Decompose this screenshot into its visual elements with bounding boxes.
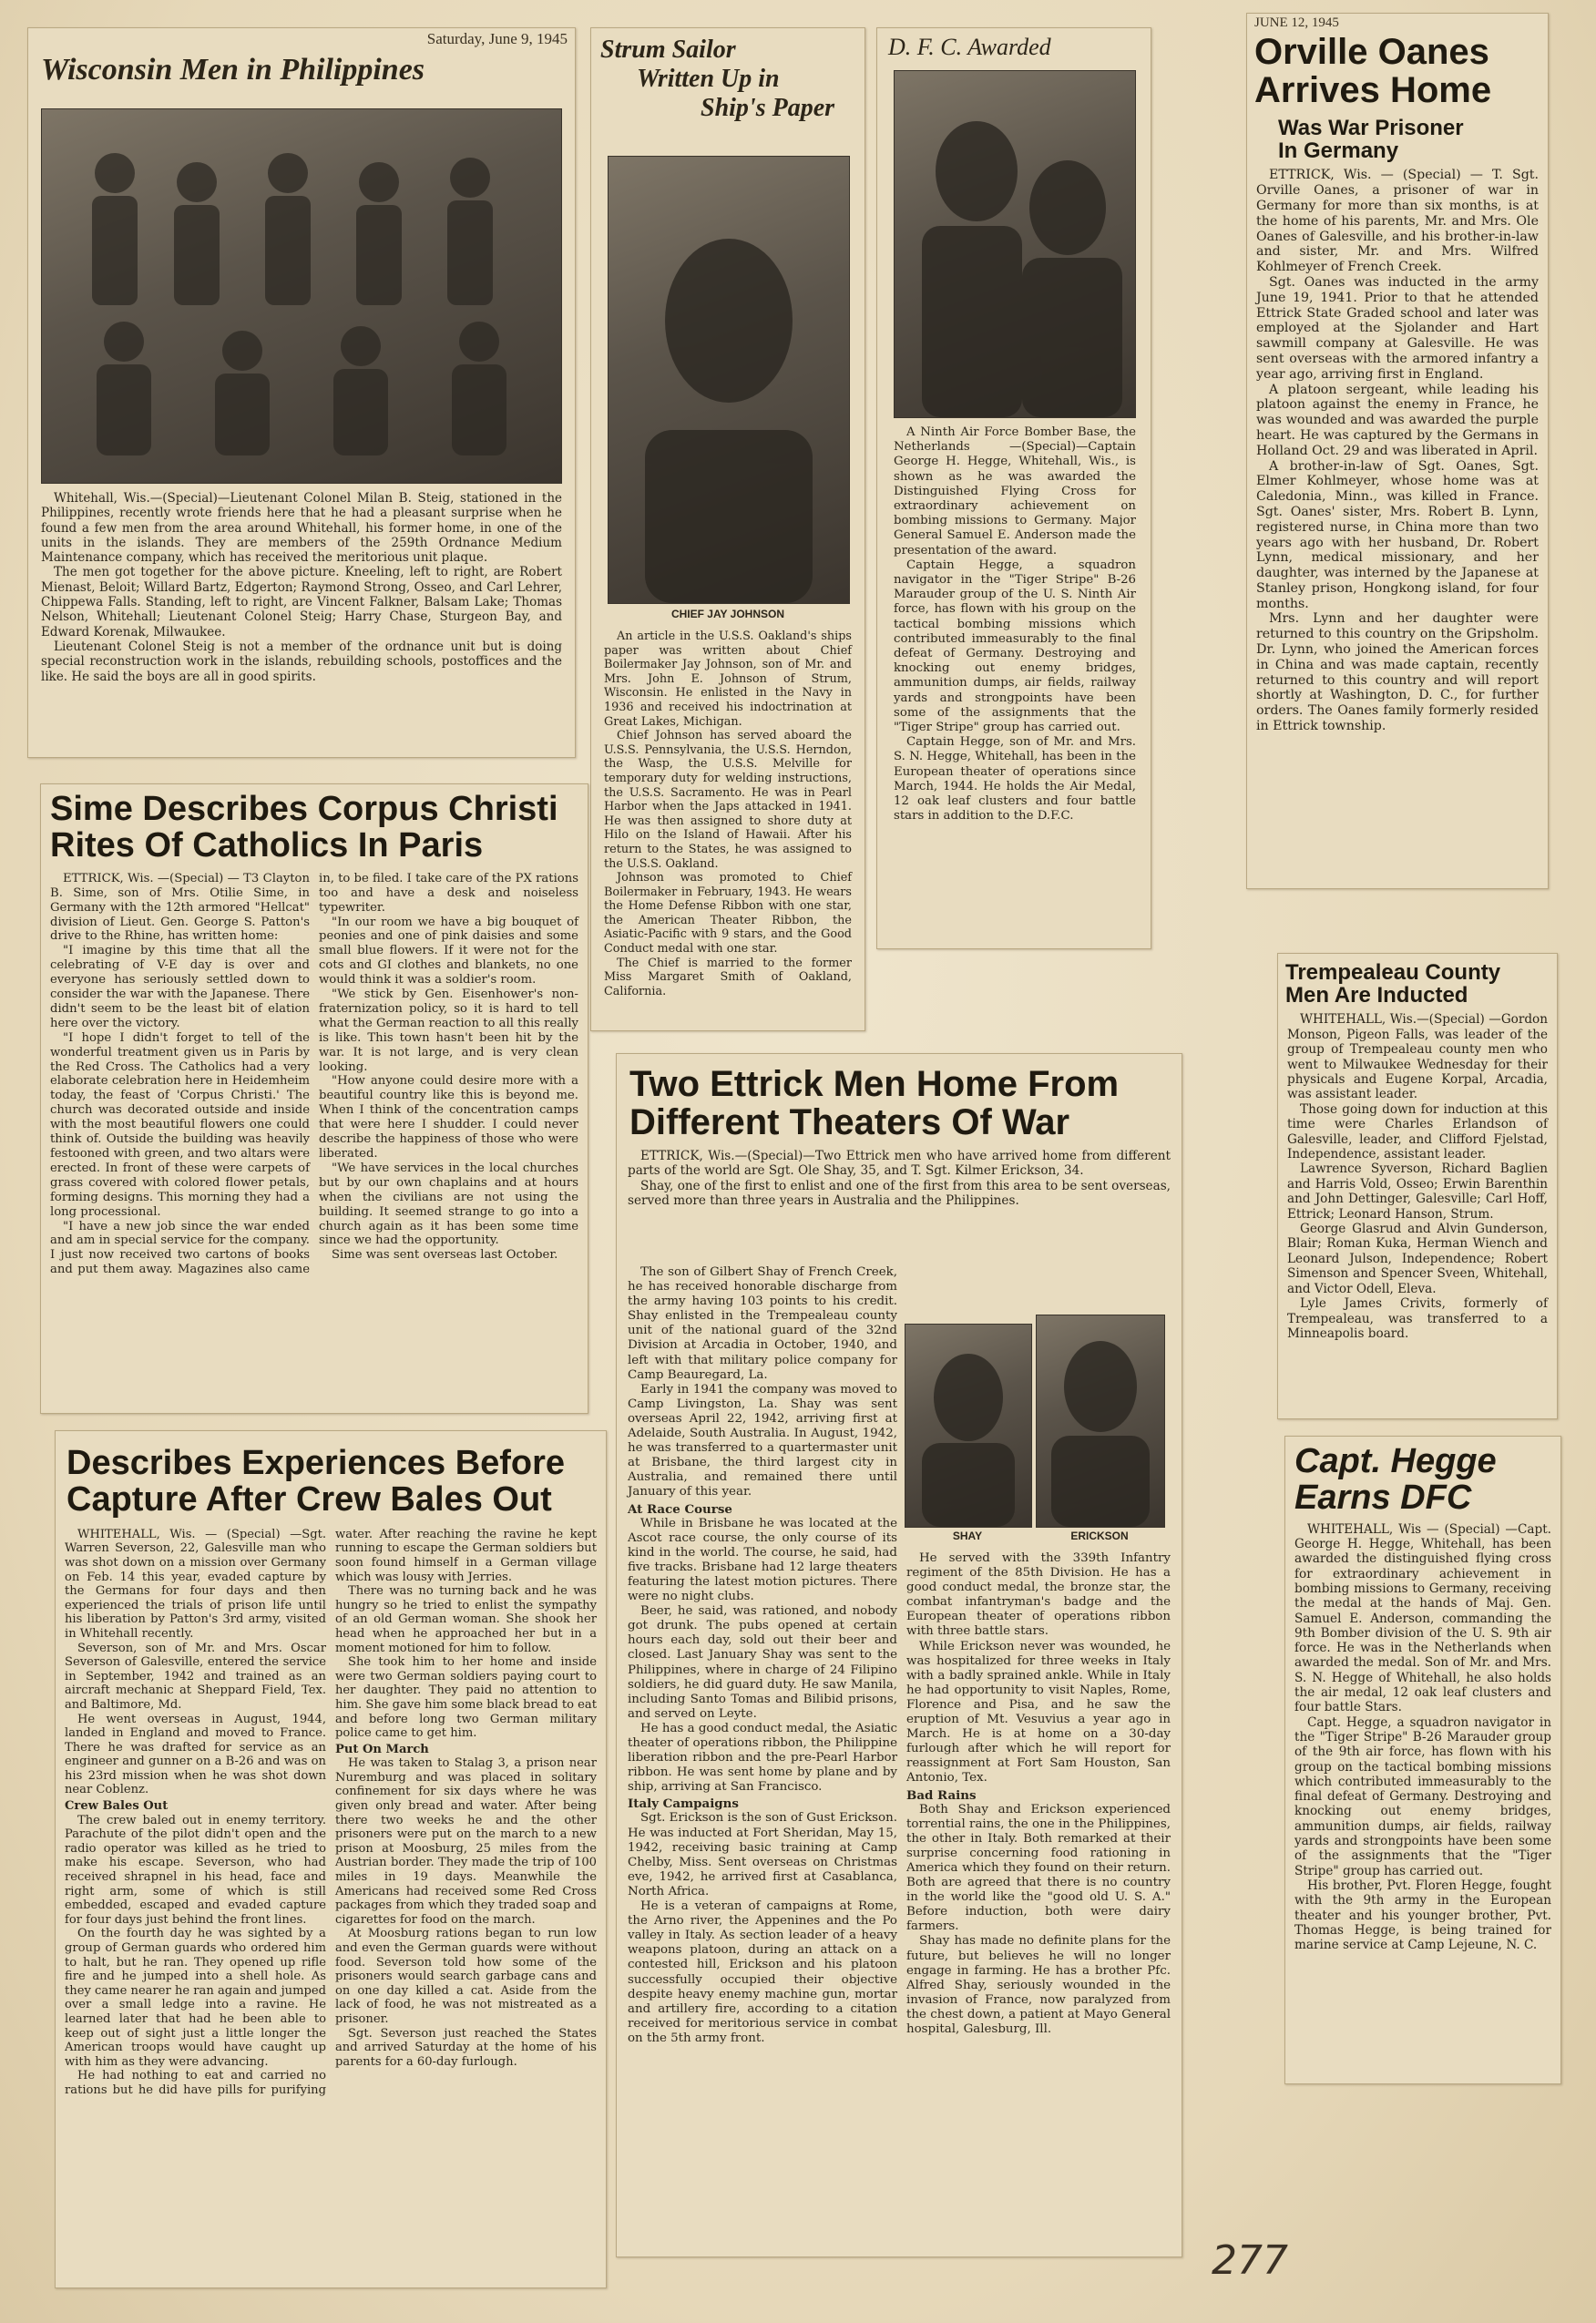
- paragraph: The men got together for the above picture. Kneeling, left to right, are Robert Mienast, Beloit; Willard Bartz, Edgerton; Raymond Strong, Osseo, and Carl Lehrer, Chippewa Falls. Standing, left to right, are Vincent Falkner, Balsam Lake; Thomas Nelson, Whitehall; Lieutenant Colonel Steig; Harry Chase, Sturgeon Bay, and Edward Korenak, Milwaukee.: [41, 565, 562, 640]
- paragraph: While in Brisbane he was located at the Ascot race course, the only course of its kind in the world. The course, he said, had five tracks. Brisbane had 12 large theaters featuring the latest motion pictures. There were no night clubs.: [628, 1516, 897, 1604]
- paragraph: His brother, Pvt. Floren Hegge, fought with the 9th army in the European theater and his younger brother, Pvt. Thomas Hegge, is being trained for marine service at Camp Lejeune, N. C.: [1294, 1878, 1551, 1953]
- paragraph: He had nothing to eat and carried no rations but he did have pills for purifying water. After reaching the ravine he kept running to escape the German soldiers but soon found himself in a German village which was lousy with Jerries.: [65, 1527, 597, 2097]
- headline: Wisconsin Men in Philippines: [41, 53, 425, 87]
- paragraph: "We have services in the local churches but by our own chaplains and at hours when the civilians are not using the building. It seemed strange to go into a church again as it has been some time since we had the opportunity.: [319, 1161, 578, 1248]
- paragraph: A Ninth Air Force Bomber Base, the Netherlands —(Special)—Captain George H. Hegge, Whitehall, Wis., is shown as he was awarded the Distinguished Flying Cross for extraordinary achievement on bombing missions to Germany. Major General Samuel E. Anderson made the presentation of the award.: [894, 425, 1136, 558]
- subheadline-line: Was War Prisoner: [1278, 116, 1464, 140]
- paragraph: The Chief is married to the former Miss Margaret Smith of Oakland, California.: [604, 956, 852, 998]
- article-severson-capture: [55, 1430, 607, 2288]
- article-col-right: [906, 1551, 1171, 2037]
- paragraph: At Moosburg rations began to run low and even the German guards were without food. Severson told how some of the prisoners would search garbage cans and on one day killed a cat. Aside from the lack of food, he was not mistreated as a prisoner.: [335, 1927, 597, 2026]
- portrait-photo-icon: [608, 156, 850, 604]
- headline: [617, 1054, 1182, 1149]
- paragraph: Johnson was promoted to Chief Boilermaker in February, 1943. He wears the Home Defense Ribbon with one star, the American Theater Ribbon, the Asiatic-Pacific with 9 stars, and the Good Conduct medal with one star.: [604, 871, 852, 957]
- headline: [1278, 954, 1557, 1012]
- paragraph: ETTRICK, Wis. —(Special) — T3 Clayton B. Sime, son of Mrs. Otilie Sime, in Germany with the 12th armored "Hellcat" division of Lieut. Gen. George S. Patton's drive to the Rhine, has written home:: [50, 871, 310, 944]
- subheadline-line: In Germany: [1278, 138, 1399, 164]
- paragraph: He served with the 339th Infantry regiment of the 85th Division. He has a good conduct medal, the bronze star, the combat infantryman's badge and the European theater of operations ribbon with three battle stars.: [906, 1551, 1171, 1639]
- paragraph: He is a veteran of campaigns at Rome, the Arno river, the Appenines and the Po valley in Italy. As section leader of a heavy weapons platoon, during an attack on a contested hill, Erickson and his platoon successfully occupied their objective despite heavy enemy machine gun, mortar and artillery fire, according to a citation received for meritorious service in combat on the 5th army front.: [628, 1899, 897, 2045]
- erickson-photo-icon: [1036, 1315, 1165, 1528]
- photo-caption-erickson: ERICKSON: [1070, 1530, 1129, 1542]
- article-sime-corpus-christi: [40, 783, 588, 1414]
- paragraph: Sgt. Severson just reached the States and arrived Saturday at the home of his parents for a 60-day furlough.: [335, 2026, 597, 2069]
- article-body: [41, 491, 562, 684]
- headline: D. F. C. Awarded: [888, 34, 1051, 60]
- dateline: JUNE 12, 1945: [1254, 15, 1339, 30]
- headline-line: Different Theaters Of War: [629, 1102, 1070, 1142]
- article-strum-sailor: [590, 27, 865, 1031]
- paragraph: Lyle James Crivits, formerly of Trempealeau, was transferred to a Minneapolis board.: [1287, 1296, 1548, 1341]
- paragraph: A platoon sergeant, while leading his platoon against the enemy in France, he was wounded and was awarded the purple heart. He was captured by the Germans in Holland Oct. 29 and was liberated in April.: [1256, 382, 1539, 458]
- paragraph: Shay has made no definite plans for the future, but believes he will no longer engage in farming. He has a brother Pfc. Alfred Shay, seriously wounded in the invasion of France, now paralyzed from the chest down, a patient at Mayo General hospital, Galesburg, Ill.: [906, 1934, 1171, 2036]
- paragraph: "How anyone could desire more with a beautiful country like this is beyond me. When I think of the concentration camps that were here I shudder. I could never describe the happiness of those who were liberated.: [319, 1074, 578, 1161]
- paragraph: She took him to her home and inside were two German soldiers paying court to her daughter. They paid no attention to him. She gave him some black bread to eat and before long two German military police came to get him.: [335, 1655, 597, 1741]
- article-body: [1285, 1522, 1560, 1953]
- section-heading: Put On March: [335, 1742, 429, 1756]
- article-col-left: [628, 1265, 897, 2046]
- headline: [591, 28, 864, 131]
- paragraph: Early in 1941 the company was moved to Camp Livingston, La. Shay was sent overseas April 22, 1942, arriving first at Adelaide, South Australia. In August, 1942, he was transferred to a quartermaster unit at Brisbane, the third largest city in Australia, and remained there until January of this year.: [628, 1382, 897, 1499]
- paragraph: Sgt. Erickson is the son of Gust Erickson. He was inducted at Fort Sheridan, May 15, 1942, receiving basic training at Camp Chelby, Miss. Sent overseas on Christmas eve, 1942, he arrived first at Casablanca, North Africa.: [628, 1811, 897, 1898]
- paragraph: Sime was sent overseas last October.: [332, 1248, 558, 1263]
- paragraph: Captain Hegge, a squadron navigator in the "Tiger Stripe" B-26 Marauder group of the U. S. Ninth Air force, has flown with his group on the tactical bombing missions which contributed immeasurably to the final defeat of Germany. Destroying and knocking out enemy bridges, ammunition dumps, air fields, railway yards and strongpoints have been some of the assignments that the "Tiger Stripe" group has carried out.: [894, 558, 1136, 735]
- headline-line: Capture After Crew Bales Out: [66, 1479, 552, 1519]
- photo-caption: CHIEF JAY JOHNSON: [670, 608, 785, 620]
- headline-line: Trempealeau County: [1285, 960, 1501, 985]
- article-body: [894, 425, 1136, 824]
- paragraph: George Glasrud and Alvin Gunderson, Blair; Roman Kuka, Herman Wiench and Leonard Julson, Independence; Robert Simenson and Spencer Sveen, Whitehall, and Victor Odell, Eleva.: [1287, 1222, 1548, 1296]
- paragraph: He was taken to Stalag 3, a prison near Nuremburg and was placed in solitary confinement for six days where he was given only bread and water. After being there two weeks he and the other prisoners were put on the march to a new prison at Moosburg, 25 miles from the Austrian border. They made the trip of 100 miles in 19 days. Meanwhile the Americans had received some Red Cross packages from which they traded soap and cigarettes for food on the march.: [335, 1756, 597, 1927]
- headline-line: Capt. Hegge: [1294, 1442, 1497, 1480]
- paragraph: Beer, he said, was rationed, and nobody got drunk. The pubs opened at certain hours each day, sold out their beer and closed. Last January Shay was sent to the Philippines, where in charge of 24 Filipino soldiers, he did guard duty. He saw Manila, including Santo Tomas and Bilibid prisons, and served on Leyte.: [628, 1604, 897, 1721]
- headline-line: Two Ettrick Men Home From: [629, 1064, 1120, 1104]
- headline: [56, 1431, 606, 1528]
- shay-photo-icon: [905, 1324, 1032, 1528]
- paragraph: On the fourth day he was sighted by a group of German guards who ordered him to halt, but he ran. They opened up rifle fire and he jumped into a shell hole. As they came nearer he ran again and jumped over a small ledge into a ravine. He learned later that had he been able to keep out of sight just a little longer the American troops would have caught up with him as they were advancing.: [65, 1927, 326, 2069]
- paragraph: ETTRICK, Wis. — (Special) — T. Sgt. Orville Oanes, a prisoner of war in Germany for more than six months, is at the home of his parents, Mr. and Mrs. Ole Oanes of Galesville, and his brother-in-law and sister, Mr. and Mrs. Wilfred Kohlmeyer of French Creek.: [1256, 168, 1539, 275]
- section-heading: At Race Course: [628, 1501, 732, 1517]
- article-wisconsin-men: [27, 27, 576, 758]
- article-dfc-awarded: [876, 27, 1151, 949]
- article-orville-oanes: [1246, 13, 1549, 889]
- article-intro: [617, 1149, 1182, 1208]
- headline-line: Describes Experiences Before: [66, 1444, 566, 1482]
- paragraph: ETTRICK, Wis.—(Special)—Two Ettrick men who have arrived home from different parts of the world are Sgt. Ole Shay, 35, and T. Sgt. Kilmer Erickson, 34.: [628, 1149, 1171, 1179]
- paragraph: While Erickson never was wounded, he was hospitalized for three weeks in Italy with a badly sprained ankle. While in Italy he had opportunity to visit Naples, Rome, Florence and Pisa, and he saw the eruption of Mt. Vesuvius a year ago in March. He is at home on a 30-day furlough after which he will report for reassignment at Fort Sam Houston, San Antonio, Tex.: [906, 1639, 1171, 1786]
- section-heading: Crew Bales Out: [65, 1799, 169, 1814]
- paragraph: Mrs. Lynn and her daughter were returned to this country on the Gripsholm. Dr. Lynn, who joined the American forces in China and was made captain, recently returned to this country and will report shortly at Washington, D. C., for further orders. The Oanes family formerly resided in Ettrick township.: [1256, 611, 1539, 734]
- headline-line: Rites Of Catholics In Paris: [50, 825, 484, 865]
- paragraph: "In our room we have a big bouquet of peonies and one of pink daisies and some small blue flowers. If it were not for the cots and GI clothes and blankets, no one would think it was a soldier's room.: [319, 915, 578, 988]
- article-body: [56, 1528, 606, 2256]
- paragraph: Whitehall, Wis.—(Special)—Lieutenant Colonel Milan B. Steig, stationed in the Philippines, recently wrote friends here that he had a pleasant surprise when he found a few men from the area around Whitehall, his former home, in one of the units in the islands. They are members of the 259th Ordnance Medium Maintenance company, which has received the meritorious unit plaque.: [41, 491, 562, 566]
- headline-line: Men Are Inducted: [1285, 983, 1468, 1008]
- article-body: [1278, 1012, 1557, 1341]
- article-capt-hegge: [1284, 1436, 1561, 2084]
- paragraph: "I imagine by this time that all the celebrating of V-E day is over and everyone has seriously settled down to consider the war with the Japanese. There didn't seem to be the least bit of elation here over the victory.: [50, 944, 310, 1030]
- paragraph: A brother-in-law of Sgt. Oanes, Sgt. Elmer Kohlmeyer, whose home was at Caledonia, Minn., was killed in France. Sgt. Oanes' sister, Mrs. Robert B. Lynn, registered nurse, in China more than two years ago with her husband, Dr. Robert Lynn, medical missionary, and her daughter, was interned by the Japanese at Stanley prison, Hongkong island, for four months.: [1256, 458, 1539, 611]
- headline: [1247, 31, 1548, 111]
- section-heading: Bad Rains: [906, 1787, 977, 1803]
- paragraph: WHITEHALL, Wis. — (Special) —Sgt. Warren Severson, 22, Galesville man who was shot down on a mission over Germany on Feb. 14 this year, evaded capture by the Germans for four days and then experienced the trials of prison life until his liberation by Patton's 3rd army, visited in Whitehall recently.: [65, 1527, 326, 1641]
- paragraph: Lawrence Syverson, Richard Baglien and Harris Vold, Osseo; Erwin Barenthin and John Dettinger, Galesville; Carl Hoff, Ettrick; Leonard Hanson, Strum.: [1287, 1162, 1548, 1222]
- headline-line: Strum Sailor: [600, 36, 736, 64]
- headline-line: Ship's Paper: [701, 94, 835, 123]
- article-two-ettrick-men: [616, 1053, 1182, 2257]
- paragraph: Those going down for induction at this time were Charles Erlandson of Galesville, leader, and Clifford Fjelstad, Independence, assistant leader.: [1287, 1101, 1548, 1162]
- paragraph: He has a good conduct medal, the Asiatic theater of operations ribbon, the Philippine liberation ribbon and the pre-Pearl Harbor ribbon. He was sent home by plane and by ship, arriving at San Francisco.: [628, 1721, 898, 1795]
- headline-line: Arrives Home: [1254, 70, 1492, 110]
- paragraph: An article in the U.S.S. Oakland's ships paper was written about Chief Boilermaker Jay Johnson, son of Mr. and Mrs. John E. Johnson of Strum, Wisconsin. He enlisted in the Navy in 1936 and received his indoctrination at Great Lakes, Michigan.: [604, 629, 852, 729]
- paragraph: Capt. Hegge, a squadron navigator in the "Tiger Stripe" B-26 Marauder group of the 9th air force, has flown with his group on the tactical bombing missions which contributed immeasurably to the final defeat of Germany. Destroying and knocking out enemy bridges, ammunition dumps, air fields, railway yards and strongpoints have been some of the assignments that the "Tiger Stripe" group has carried out.: [1294, 1714, 1551, 1878]
- paragraph: Lieutenant Colonel Steig is not a member of the ordnance unit but is doing special reconstruction work in the islands, rebuilding schools, postoffices and the like. He said the boys are all in good spirits.: [41, 639, 562, 684]
- article-body: [1247, 166, 1548, 735]
- article-trempealeau-county: [1277, 953, 1558, 1419]
- headline-line: Earns DFC: [1294, 1478, 1472, 1517]
- headline: [41, 784, 588, 870]
- paragraph: "I hope I didn't forget to tell of the wonderful treatment given us in Paris by the Red Cross. The Catholics had a very elaborate celebration here in Heidemheim today, the feast of 'Corpus Christi.' The church was decorated outside and inside with the most beautiful flowers one could think of. Outside the building was heavily festooned with green, and two altars were erected. In front of these were carpets of grass covered with colored flower petals, forming designs. This morning they had a long processional.: [50, 1030, 310, 1219]
- paragraph: He went overseas in August, 1944, landed in England and moved to France. There he was drafted for service as an engineer and gunner on a B-26 and was on his 23rd mission when he was shot down near Coblenz.: [65, 1712, 326, 1797]
- headline: [1285, 1437, 1560, 1522]
- paragraph: Severson, son of Mr. and Mrs. Oscar Severson of Galesville, entered the service in September, 1942 and trained as an aircraft mechanic at Sheppard Field, Tex. and Baltimore, Md.: [65, 1641, 326, 1712]
- paragraph: The son of Gilbert Shay of French Creek, he has received honorable discharge from the army having 103 points to his credit. Shay enlisted in the Trempealeau county unit of the national guard of the 32nd Division at Arcadia in October, 1940, and left with that military police company for Camp Beauregard, La.: [628, 1265, 897, 1382]
- headline-line: Written Up in: [637, 65, 780, 94]
- section-heading: Italy Campaigns: [628, 1796, 739, 1812]
- paragraph: "I have a new job since the war ended and am in special service for the company. I just now received two cartons of books and put them away. Magazines also came in, to be filed. I take care of the PX rations too and have a desk and noiseless typewriter.: [50, 871, 578, 1277]
- handwritten-page-number: 277: [1212, 2237, 1288, 2284]
- paragraph: There was no turning back and he was hungry so he tried to enlist the sympathy of an old German woman. She shook her head when he approached her but in a moment motioned for him to follow.: [335, 1584, 597, 1655]
- article-body: [41, 870, 588, 1384]
- article-body: [604, 629, 852, 998]
- headline-line: Sime Describes Corpus Christi: [50, 790, 558, 828]
- paragraph: WHITEHALL, Wis — (Special) —Capt. George H. Hegge, Whitehall, has been awarded the distinguished flying cross for extraordinary achievement in bombing missions to Germany, receiving the medal at the hands of Maj. Gen. Samuel E. Anderson, commanding the 9th Bomber division of the U. S. 9th air force. He was in the Netherlands when awarded the medal. Son of Mr. and Mrs. S. N. Hegge of Whitehall, he also holds the air medal, 12 oak leaf clusters and four battle Stars.: [1294, 1521, 1551, 1715]
- group-photo-icon: [41, 108, 562, 484]
- dateline: Saturday, June 9, 1945: [426, 30, 568, 47]
- paragraph: Sgt. Oanes was inducted in the army June 19, 1941. Prior to that he attended Ettrick State Graded school and later was employed at the Sjolander and Hart sawmill company at Galesville. He was sent overseas with the armored infantry a year ago, arriving first in England.: [1256, 274, 1539, 382]
- photo-caption-shay: SHAY: [952, 1530, 983, 1542]
- paragraph: The crew baled out in enemy territory. Parachute of the pilot didn't open and the radio operator was killed as he tried to make his escape. Severson, who had received shrapnel in his head, face and right arm, some of which is still embedded, escaped and evaded capture for four days just behind the front lines.: [65, 1813, 326, 1927]
- award-photo-icon: [894, 70, 1136, 418]
- paragraph: WHITEHALL, Wis.—(Special) —Gordon Monson, Pigeon Falls, was leader of the group of Trempealeau county men who went to Milwaukee Wednesday for their physicals and Eugene Korpal, Arcadia, was assistant leader.: [1287, 1012, 1548, 1102]
- paragraph: Captain Hegge, son of Mr. and Mrs. S. N. Hegge, Whitehall, has been in the European theater of operations since March, 1944. He holds the Air Medal, 12 oak leaf clusters and four battle stars in addition to the D.F.C.: [894, 735, 1136, 824]
- subheadline: [1247, 111, 1548, 166]
- paragraph: "We stick by Gen. Eisenhower's non-fraternization policy, so it is hard to tell what the German reaction to all this really is like. This town hasn't been hit by the war. It is not large, and is very clean looking.: [319, 988, 578, 1074]
- paragraph: Chief Johnson has served aboard the U.S.S. Pennsylvania, the U.S.S. Herndon, the Wasp, the U.S.S. Melville for temporary duty for welding instructions, the U.S.S. Sacramento. He was in Pearl Harbor when the Japs attacked in 1941. He was then assigned to shore duty at Hilo on the Island of Hawaii. After his return to the States, he was assigned to the U.S.S. Oakland.: [604, 729, 852, 871]
- paragraph: Shay, one of the first to enlist and one of the first from this area to be sent overseas, served more than three years in Australia and the Philippines.: [628, 1178, 1171, 1208]
- paragraph: Both Shay and Erickson experienced torrential rains, the one in the Philippines, the other in Italy. Both remarked at their surprise concerning food rationing in America which they found on their return. Both are agreed that there is no country in the world like the "good old U. S. A." Before induction, both were dairy farmers.: [906, 1802, 1171, 1934]
- headline-line: Orville Oanes: [1254, 32, 1489, 72]
